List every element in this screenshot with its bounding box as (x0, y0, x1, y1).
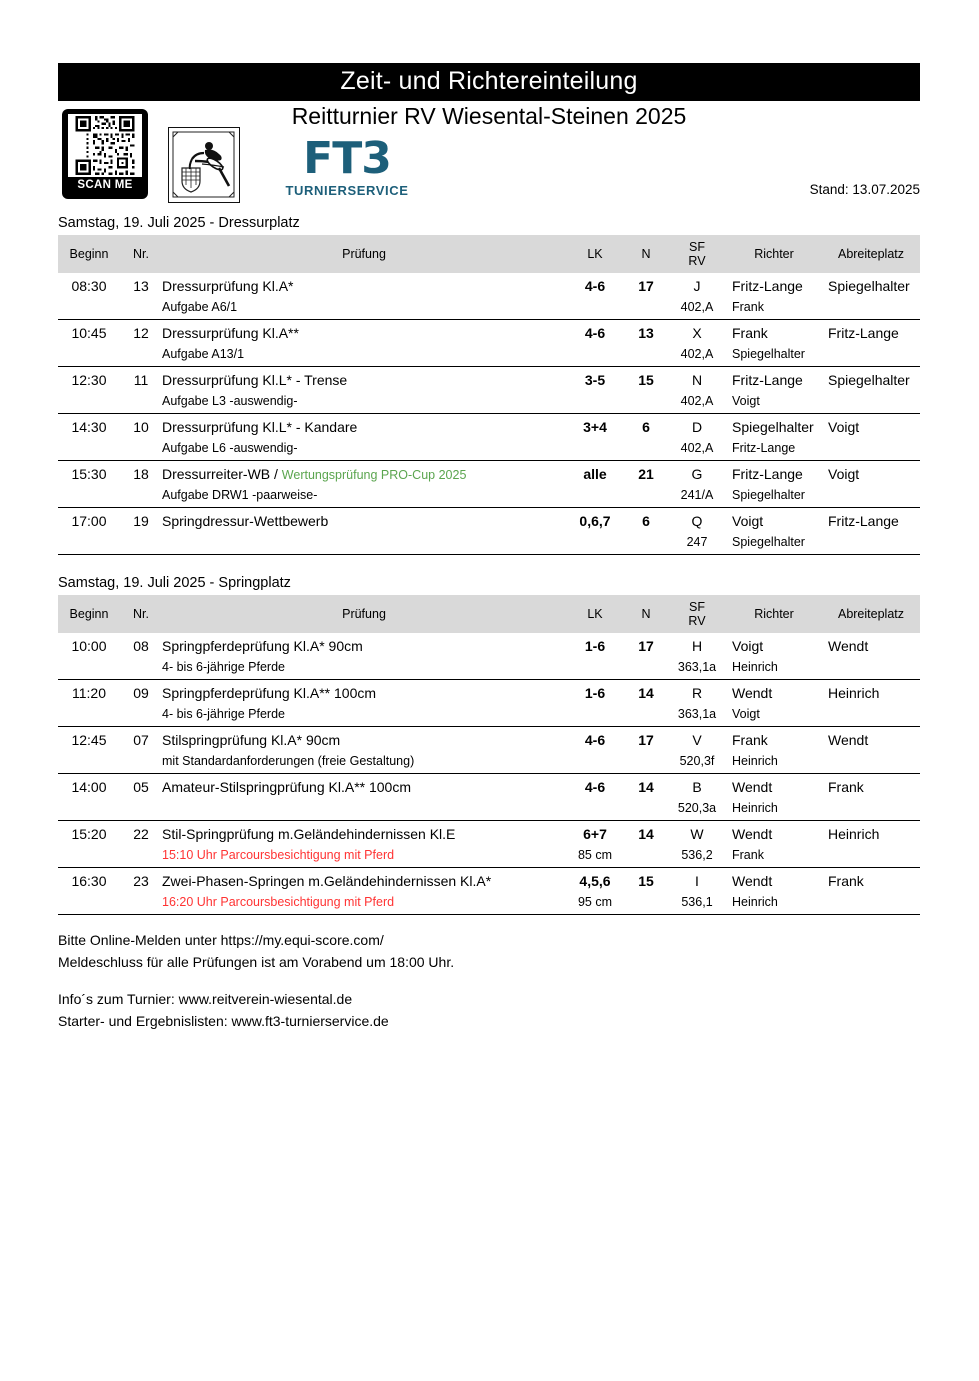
cell-rv: 536,1 (681, 895, 713, 909)
cell-nr: 05 (120, 774, 162, 799)
cell-rv: 363,1a (677, 707, 717, 721)
table-subrow (58, 297, 920, 320)
cell-n: 17 (638, 638, 654, 654)
cell-rv: 241/A (680, 488, 714, 502)
cell-lk: 6+7 (566, 821, 624, 846)
cell-abreiteplatz: Wendt (828, 638, 869, 654)
cell-richter-2: Heinrich (732, 754, 778, 768)
qr-code-block[interactable] (62, 109, 148, 199)
cell-nr: 12 (120, 320, 162, 345)
cell-rv: 247 (686, 535, 708, 549)
col-n: N (624, 595, 668, 633)
cell-richter-2: Fritz-Lange (732, 441, 796, 455)
cell-pruefung-sub (162, 751, 566, 774)
cell-rv: 402,A (680, 441, 714, 455)
col-sf-rv (668, 235, 726, 273)
cell-pruefung (162, 680, 566, 705)
cell-n-sub (624, 798, 668, 821)
table-row (58, 774, 920, 799)
table-bottom-border (58, 555, 920, 556)
cell-sf: I (668, 868, 726, 893)
cell-n-sub (624, 438, 668, 461)
table-bottom-border-cell (58, 915, 920, 916)
table-subrow (58, 532, 920, 555)
page-subtitle: Reitturnier RV Wiesental-Steinen 2025 (291, 103, 687, 129)
cell-lk: 1-6 (566, 680, 624, 705)
cell-sf: W (668, 821, 726, 846)
cell-rv: 536,2 (681, 848, 713, 862)
footer-line-2: Meldeschluss für alle Prüfungen ist am Vorabend um 18:00 Uhr. (58, 954, 455, 970)
cell-richter-1: Voigt (726, 508, 822, 533)
section-title: Samstag, 19. Juli 2025 - Springplatz (58, 575, 291, 591)
cell-abreiteplatz-sub (822, 751, 920, 774)
footer-registration-info (58, 929, 454, 973)
cell-lk-sub: 95 cm (577, 895, 613, 909)
cell-beginn: 10:45 (58, 320, 120, 345)
pruefung-subtitle: 4- bis 6-jährige Pferde (162, 707, 285, 721)
cell-nr-sub (120, 344, 162, 367)
cell-n-sub (624, 845, 668, 868)
cell-nr-sub (120, 657, 162, 680)
cell-pruefung-sub (162, 532, 566, 555)
cell-pruefung (162, 320, 566, 345)
cell-beginn-sub (58, 532, 120, 555)
pruefung-subtitle: Aufgabe DRW1 -paarweise- (162, 488, 318, 502)
cell-n: 17 (624, 727, 668, 752)
cell-rv: 402,A (680, 300, 714, 314)
cell-abreiteplatz-sub (822, 798, 920, 821)
cell-n: 15 (624, 367, 668, 392)
cell-n-sub (624, 892, 668, 915)
table-row (58, 680, 920, 705)
cell-richter-2: Frank (732, 300, 764, 314)
cell-abreiteplatz-sub (822, 485, 920, 508)
cell-richter-1: Fritz-Lange (726, 461, 822, 486)
cell-n-sub (624, 704, 668, 727)
cell-lk-sub (566, 297, 624, 320)
cell-sf: N (668, 367, 726, 392)
cell-beginn: 14:30 (58, 414, 120, 439)
col-nr: Nr. (120, 235, 162, 273)
table-row (58, 367, 920, 392)
cell-abreiteplatz: Frank (822, 774, 920, 799)
scan-me-label: SCAN ME (77, 179, 133, 191)
table-subrow (58, 892, 920, 915)
cell-beginn: 10:00 (71, 638, 107, 654)
cell-lk-sub (566, 485, 624, 508)
cell-n-sub (624, 532, 668, 555)
table-bottom-border-cell (58, 555, 920, 556)
pruefung-name: Stil-Springprüfung m.Geländehindernissen Kl.E (162, 826, 456, 842)
cell-pruefung (162, 414, 566, 439)
cell-nr-sub (120, 391, 162, 414)
table-subrow (58, 704, 920, 727)
footer-line-3: Info´s zum Turnier: www.reitverein-wiesental.de (58, 991, 353, 1007)
cell-n: 13 (624, 320, 668, 345)
cell-beginn-sub (58, 892, 120, 915)
cell-pruefung (162, 461, 566, 486)
schedule-table (58, 595, 920, 915)
cell-abreiteplatz-sub (822, 704, 920, 727)
footer-links (58, 988, 389, 1032)
cell-beginn-sub (58, 297, 120, 320)
cell-lk-sub (566, 438, 624, 461)
cell-abreiteplatz: Frank (822, 868, 920, 893)
cell-beginn: 12:30 (58, 367, 120, 392)
cell-beginn-sub (58, 391, 120, 414)
cell-abreiteplatz-sub (822, 391, 920, 414)
cell-richter-2: Spiegelhalter (732, 347, 805, 361)
cell-n-sub (624, 751, 668, 774)
pruefung-name: Dressurprüfung Kl.A** (162, 325, 299, 341)
pruefung-subtitle: Aufgabe A13/1 (162, 347, 245, 361)
table-subrow (58, 845, 920, 868)
cell-beginn-sub (58, 344, 120, 367)
table-row (58, 320, 920, 345)
col-rv: RV (688, 254, 706, 268)
cell-pruefung (162, 774, 566, 799)
col-sf: SF (689, 239, 705, 254)
cell-sf: H (691, 638, 703, 654)
cell-abreiteplatz: Fritz-Lange (822, 320, 920, 345)
cell-lk: 3-5 (566, 367, 624, 392)
cell-n: 6 (624, 414, 668, 439)
table-subrow (58, 344, 920, 367)
cell-abreiteplatz-sub (822, 344, 920, 367)
pruefung-name: Amateur-Stilspringprüfung Kl.A** 100cm (162, 779, 412, 795)
pruefung-name: Springpferdeprüfung Kl.A** 100cm (162, 685, 377, 701)
pruefung-subtitle: Aufgabe L3 -auswendig- (162, 394, 298, 408)
table-header-row (58, 235, 920, 273)
cell-beginn: 08:30 (71, 278, 107, 294)
cell-abreiteplatz: Heinrich (822, 821, 920, 846)
cell-nr: 18 (120, 461, 162, 486)
pruefung-name: Dressurprüfung Kl.L* - Trense (162, 372, 348, 388)
cell-beginn: 16:30 (58, 868, 120, 893)
pruefung-name: Zwei-Phasen-Springen m.Geländehindernissen Kl.A* (162, 873, 492, 889)
cell-richter-1: Spiegelhalter (726, 414, 822, 439)
cell-pruefung-sub (162, 438, 566, 461)
table-subrow (58, 391, 920, 414)
col-n: N (624, 235, 668, 273)
cell-sf: B (668, 774, 726, 799)
pruefung-subtitle: Aufgabe L6 -auswendig- (162, 441, 298, 455)
col-rv: RV (688, 614, 706, 628)
ft3-logo (272, 133, 422, 198)
ft3-wordmark: FT3 (303, 133, 391, 184)
cell-richter-1: Fritz-Lange (726, 367, 822, 392)
cell-sf: Q (668, 508, 726, 533)
cell-nr: 13 (133, 278, 149, 294)
cell-pruefung-sub (162, 344, 566, 367)
col-abreiteplatz: Abreiteplatz (822, 595, 920, 633)
cell-nr: 19 (120, 508, 162, 533)
cell-abreiteplatz-sub (822, 297, 920, 320)
cell-rv: 402,A (680, 394, 714, 408)
pruefung-subtitle: 4- bis 6-jährige Pferde (162, 660, 285, 674)
cell-n: 21 (624, 461, 668, 486)
cell-pruefung (162, 727, 566, 752)
page-title: Zeit- und Richtereinteilung (340, 66, 638, 95)
cell-n-sub (624, 485, 668, 508)
cell-nr-sub (120, 751, 162, 774)
cell-sf: D (668, 414, 726, 439)
qr-code-image (68, 114, 142, 177)
footer-line-4: Starter- und Ergebnislisten: www.ft3-turnierservice.de (58, 1013, 389, 1029)
cell-pruefung (162, 868, 566, 893)
table-subrow (58, 485, 920, 508)
table-subrow (58, 751, 920, 774)
title-bar (58, 63, 920, 101)
cell-richter-1: Frank (726, 727, 822, 752)
cell-n: 6 (624, 508, 668, 533)
col-abreiteplatz: Abreiteplatz (822, 235, 920, 273)
cell-abreiteplatz-sub (822, 657, 920, 680)
table-bottom-border (58, 915, 920, 916)
pruefung-name: Springpferdeprüfung Kl.A* 90cm (162, 638, 363, 654)
cell-abreiteplatz-sub (822, 532, 920, 555)
pruefung-subtitle: Aufgabe A6/1 (162, 300, 238, 314)
cell-n: 14 (624, 680, 668, 705)
cell-lk: 1-6 (584, 638, 606, 654)
cell-abreiteplatz: Fritz-Lange (822, 508, 920, 533)
col-lk: LK (566, 235, 624, 273)
cell-nr: 08 (133, 638, 149, 654)
table-row (58, 633, 920, 657)
table-subrow (58, 798, 920, 821)
cell-lk: 3+4 (566, 414, 624, 439)
cell-lk-sub (566, 704, 624, 727)
cell-nr: 11 (120, 367, 162, 392)
cell-richter-2: Spiegelhalter (732, 488, 805, 502)
cell-beginn-sub (58, 798, 120, 821)
cell-richter-2: Heinrich (732, 895, 778, 909)
cell-pruefung-sub (162, 391, 566, 414)
table-row (58, 727, 920, 752)
cell-lk: 4,5,6 (566, 868, 624, 893)
pruefung-name: Dressurreiter-WB / (162, 466, 278, 482)
cell-abreiteplatz: Spiegelhalter (822, 367, 920, 392)
cell-abreiteplatz-sub (822, 438, 920, 461)
table-subrow (58, 438, 920, 461)
footer-line-1: Bitte Online-Melden unter https://my.equi-score.com/ (58, 932, 384, 948)
cell-pruefung-sub (162, 297, 566, 320)
cell-pruefung-sub (162, 485, 566, 508)
cell-pruefung-sub (162, 657, 566, 680)
schedule-section-springplatz (58, 575, 920, 915)
cell-nr-sub (120, 704, 162, 727)
cell-beginn-sub (58, 657, 120, 680)
cell-richter-1: Wendt (726, 821, 822, 846)
cell-pruefung (162, 367, 566, 392)
cell-nr-sub (120, 892, 162, 915)
cell-lk: 0,6,7 (566, 508, 624, 533)
ft3-tagline: TURNIERSERVICE (285, 183, 409, 198)
table-row (58, 461, 920, 486)
table-body (58, 633, 920, 915)
cell-lk-sub (566, 657, 624, 680)
cell-lk: 4-6 (566, 727, 624, 752)
cell-beginn-sub (58, 438, 120, 461)
cell-beginn-sub (58, 704, 120, 727)
club-logo-icon (168, 127, 240, 203)
cell-lk-sub (566, 532, 624, 555)
col-sf-rv (668, 595, 726, 633)
pruefung-name: Stilspringprüfung Kl.A* 90cm (162, 732, 341, 748)
cell-pruefung-sub (162, 704, 566, 727)
col-beginn: Beginn (58, 595, 120, 633)
cell-richter-2: Spiegelhalter (732, 535, 805, 549)
cell-sf: G (668, 461, 726, 486)
cell-nr-sub (120, 438, 162, 461)
cell-n-sub (624, 344, 668, 367)
pruefung-subtitle: mit Standardanforderungen (freie Gestaltung) (162, 754, 415, 768)
cell-pruefung (162, 821, 566, 846)
pruefung-extra: Wertungsprüfung PRO-Cup 2025 (281, 468, 467, 482)
cell-abreiteplatz-sub (822, 892, 920, 915)
table-row (58, 273, 920, 297)
table-header-row (58, 595, 920, 633)
cell-richter-2: Voigt (732, 394, 760, 408)
schedule-section-dressurplatz (58, 215, 920, 555)
cell-abreiteplatz: Spiegelhalter (828, 278, 910, 294)
cell-lk: alle (566, 461, 624, 486)
cell-beginn: 17:00 (58, 508, 120, 533)
table-row (58, 868, 920, 893)
cell-pruefung (162, 633, 566, 657)
cell-richter-1: Wendt (726, 774, 822, 799)
cell-pruefung-sub (162, 798, 566, 821)
cell-rv: 520,3f (679, 754, 715, 768)
cell-n: 17 (638, 278, 654, 294)
schedule-table (58, 235, 920, 555)
cell-nr: 07 (120, 727, 162, 752)
col-pruefung: Prüfung (162, 595, 566, 633)
cell-n: 14 (624, 774, 668, 799)
cell-pruefung-sub (162, 892, 566, 915)
cell-pruefung (162, 508, 566, 533)
cell-abreiteplatz: Voigt (822, 461, 920, 486)
cell-pruefung (162, 273, 566, 297)
cell-nr: 09 (120, 680, 162, 705)
cell-abreiteplatz: Voigt (822, 414, 920, 439)
cell-pruefung-sub (162, 845, 566, 868)
cell-sf: V (668, 727, 726, 752)
pruefung-name: Dressurprüfung Kl.L* - Kandare (162, 419, 358, 435)
cell-lk: 4-6 (584, 278, 606, 294)
cell-nr-sub (120, 532, 162, 555)
cell-lk-sub (566, 751, 624, 774)
table-subrow (58, 657, 920, 680)
cell-richter-1: Wendt (726, 868, 822, 893)
cell-abreiteplatz-sub (822, 845, 920, 868)
cell-beginn-sub (58, 485, 120, 508)
cell-beginn: 15:30 (58, 461, 120, 486)
cell-sf: R (668, 680, 726, 705)
cell-richter-1: Frank (726, 320, 822, 345)
cell-lk: 4-6 (566, 774, 624, 799)
cell-beginn: 15:20 (58, 821, 120, 846)
cell-nr-sub (120, 798, 162, 821)
cell-richter-2: Frank (732, 848, 764, 862)
cell-nr: 22 (120, 821, 162, 846)
section-title: Samstag, 19. Juli 2025 - Dressurplatz (58, 215, 300, 231)
cell-rv: 402,A (680, 347, 714, 361)
col-pruefung: Prüfung (162, 235, 566, 273)
cell-nr: 10 (120, 414, 162, 439)
col-sf: SF (689, 599, 705, 614)
table-row (58, 508, 920, 533)
col-lk: LK (566, 595, 624, 633)
cell-beginn: 11:20 (58, 680, 120, 705)
cell-richter-1: Wendt (726, 680, 822, 705)
cell-rv: 520,3a (677, 801, 717, 815)
cell-richter-1: Fritz-Lange (732, 278, 803, 294)
col-beginn: Beginn (58, 235, 120, 273)
cell-nr-sub (120, 485, 162, 508)
cell-rv: 363,1a (677, 660, 717, 674)
table-body (58, 273, 920, 555)
pruefung-name: Dressurprüfung Kl.A* (162, 278, 294, 294)
cell-n-sub (624, 657, 668, 680)
cell-n-sub (624, 297, 668, 320)
cell-richter-2: Voigt (732, 707, 760, 721)
cell-lk-sub (566, 798, 624, 821)
col-richter: Richter (726, 235, 822, 273)
pruefung-subtitle: 16:20 Uhr Parcoursbesichtigung mit Pferd (162, 895, 395, 909)
cell-lk-sub (566, 344, 624, 367)
cell-n-sub (624, 391, 668, 414)
cell-sf: J (693, 278, 701, 294)
cell-lk-sub: 85 cm (577, 848, 613, 862)
table-row (58, 414, 920, 439)
cell-nr: 23 (120, 868, 162, 893)
pruefung-name: Springdressur-Wettbewerb (162, 513, 329, 529)
cell-abreiteplatz: Wendt (822, 727, 920, 752)
cell-n: 14 (624, 821, 668, 846)
cell-abreiteplatz: Heinrich (822, 680, 920, 705)
cell-richter-2: Heinrich (732, 660, 778, 674)
cell-n: 15 (624, 868, 668, 893)
cell-richter-1: Voigt (732, 638, 764, 654)
pruefung-subtitle: 15:10 Uhr Parcoursbesichtigung mit Pferd (162, 848, 395, 862)
table-row (58, 821, 920, 846)
col-nr: Nr. (120, 595, 162, 633)
cell-nr-sub (120, 297, 162, 320)
cell-nr-sub (120, 845, 162, 868)
cell-richter-2: Heinrich (732, 801, 778, 815)
cell-beginn: 12:45 (58, 727, 120, 752)
col-richter: Richter (726, 595, 822, 633)
cell-beginn: 14:00 (58, 774, 120, 799)
cell-lk: 4-6 (566, 320, 624, 345)
cell-beginn-sub (58, 751, 120, 774)
cell-sf: X (668, 320, 726, 345)
cell-beginn-sub (58, 845, 120, 868)
revision-date: Stand: 13.07.2025 (809, 182, 920, 197)
cell-lk-sub (566, 391, 624, 414)
